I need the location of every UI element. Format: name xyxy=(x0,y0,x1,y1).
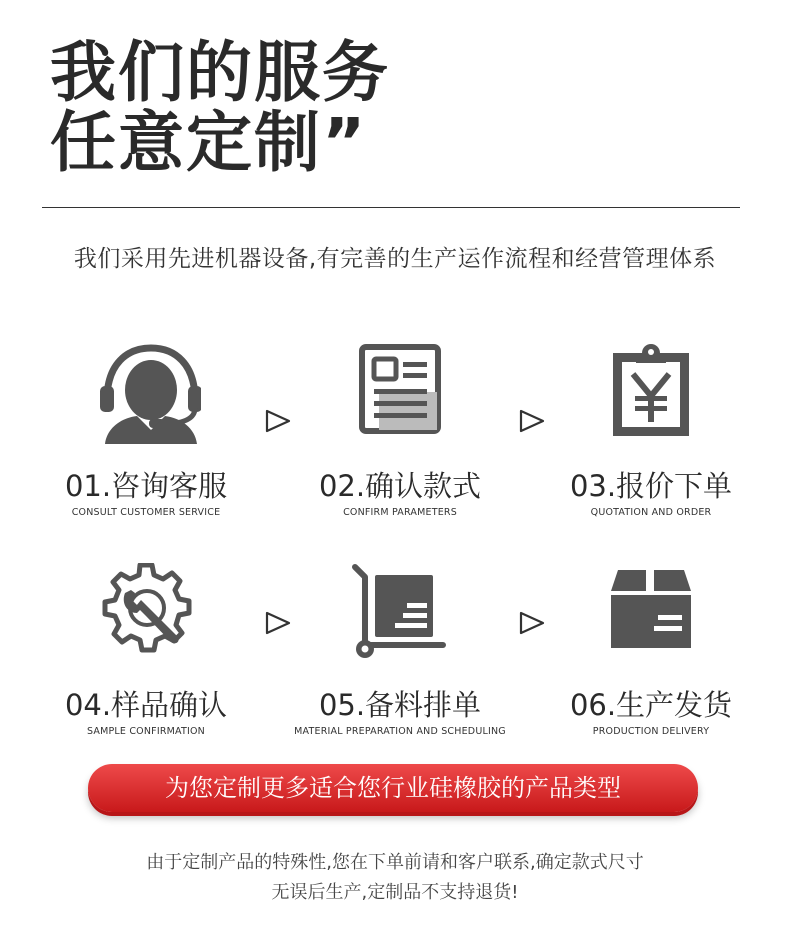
arrow-right-icon xyxy=(517,610,547,636)
arrow-right-icon xyxy=(263,610,293,636)
step-3-en: QUOTATION AND ORDER xyxy=(590,507,712,518)
step-1-name: 01.咨询客服 xyxy=(64,469,228,503)
package-box-icon xyxy=(596,563,706,663)
step-6-en: PRODUCTION DELIVERY xyxy=(592,726,710,737)
page-title xyxy=(50,34,390,181)
arrow-right-icon xyxy=(263,408,293,434)
gear-wrench-icon xyxy=(91,563,201,663)
step-4-en: SAMPLE CONFIRMATION xyxy=(87,726,205,737)
title-line-1: 我们的服务 xyxy=(50,34,390,111)
step-1-en: CONSULT CUSTOMER SERVICE xyxy=(71,507,221,518)
step-3-name: 03.报价下单 xyxy=(569,469,733,503)
yen-clipboard-icon xyxy=(596,344,706,444)
step-5-name: 05.备料排单 xyxy=(318,688,482,722)
arrow-right-icon xyxy=(517,408,547,434)
step-2-en: CONFIRM PARAMETERS xyxy=(343,507,457,518)
step-4-name: 04.样品确认 xyxy=(64,688,228,722)
note-line-1: 由于定制产品的特殊性,您在下单前请和客户联系,确定款式尺寸 xyxy=(146,852,644,873)
note-line-2: 无误后生产,定制品不支持退货! xyxy=(271,882,519,903)
step-5-en: MATERIAL PREPARATION AND SCHEDULING xyxy=(294,726,506,737)
document-icon xyxy=(345,344,455,444)
subtitle: 我们采用先进机器设备,有完善的生产运作流程和经营管理体系 xyxy=(73,246,717,272)
custom-products-banner: 为您定制更多适合您行业硅橡胶的产品类型 xyxy=(88,764,698,812)
step-6-name: 06.生产发货 xyxy=(569,688,733,722)
customer-service-icon xyxy=(91,344,201,444)
hand-truck-icon xyxy=(345,563,455,663)
divider xyxy=(42,207,740,208)
title-line-2: 任意定制” xyxy=(50,103,368,181)
step-2-name: 02.确认款式 xyxy=(318,469,482,503)
